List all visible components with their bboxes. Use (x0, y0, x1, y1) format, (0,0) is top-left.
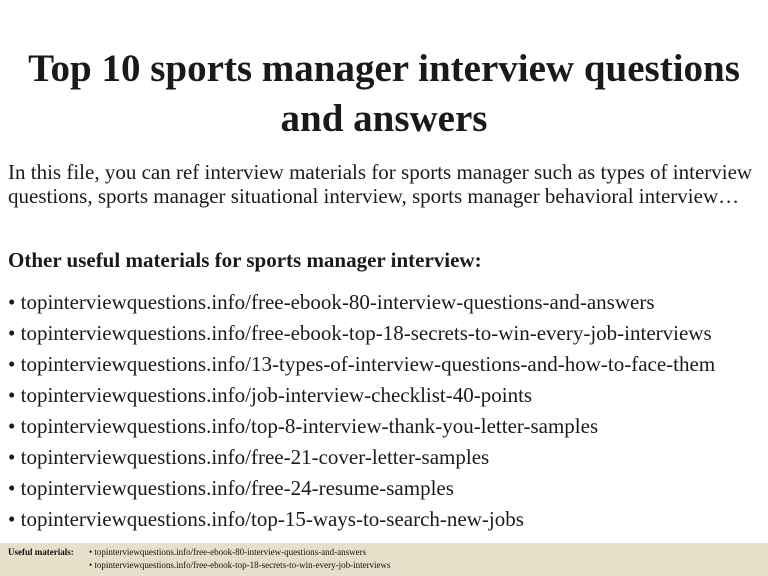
materials-link-item[interactable] (8, 442, 760, 473)
footer-bar (0, 543, 768, 576)
bullet: • (89, 560, 93, 570)
bullet: • (8, 476, 16, 500)
materials-link-item[interactable] (8, 473, 760, 504)
footer-link[interactable] (89, 559, 391, 571)
materials-link-item[interactable] (8, 411, 760, 442)
link-text[interactable]: topinterviewquestions.info/free-ebook-top-18-secrets-to-win-every-job-interviews (20, 321, 712, 345)
materials-link-item[interactable] (8, 287, 760, 318)
link-text[interactable]: topinterviewquestions.info/top-8-interview-thank-you-letter-samples (20, 414, 599, 438)
footer-link-text[interactable]: topinterviewquestions.info/free-ebook-80-interview-questions-and-answers (94, 547, 367, 557)
bullet: • (8, 321, 16, 345)
page-title (0, 44, 768, 144)
bullet: • (8, 290, 16, 314)
materials-link-list (8, 287, 760, 535)
link-text[interactable]: topinterviewquestions.info/free-ebook-80-interview-questions-and-answers (20, 290, 655, 314)
footer-label-separator: : (70, 547, 74, 557)
materials-link-item[interactable] (8, 380, 760, 411)
bullet: • (8, 507, 16, 531)
materials-link-item[interactable] (8, 504, 760, 535)
title-line-1: Top 10 sports manager interview questions (28, 47, 740, 90)
materials-heading: Other useful materials for sports manager interview: (8, 248, 482, 272)
materials-link-item[interactable] (8, 349, 760, 380)
link-text[interactable]: topinterviewquestions.info/13-types-of-interview-questions-and-how-to-face-them (20, 352, 716, 376)
bullet: • (8, 352, 16, 376)
footer-link[interactable] (89, 546, 366, 558)
link-text[interactable]: topinterviewquestions.info/free-21-cover-letter-samples (20, 445, 490, 469)
bullet: • (8, 445, 16, 469)
bullet: • (8, 383, 16, 407)
intro-paragraph: In this file, you can ref interview materials for sports manager such as types of interview questions, sports manager situational interview, sports manager behavioral interview… (8, 160, 753, 208)
title-line-2: and answers (280, 97, 488, 140)
footer-link-text[interactable]: topinterviewquestions.info/free-ebook-top-18-secrets-to-win-every-job-interviews (94, 560, 391, 570)
bullet: • (89, 547, 93, 557)
footer-label-text: Useful materials (8, 547, 71, 557)
bullet: • (8, 414, 16, 438)
materials-link-item[interactable] (8, 318, 760, 349)
link-text[interactable]: topinterviewquestions.info/free-24-resume-samples (20, 476, 454, 500)
link-text[interactable]: topinterviewquestions.info/top-15-ways-to-search-new-jobs (20, 507, 524, 531)
link-text[interactable]: topinterviewquestions.info/job-interview-checklist-40-points (20, 383, 533, 407)
footer-label (8, 546, 74, 558)
